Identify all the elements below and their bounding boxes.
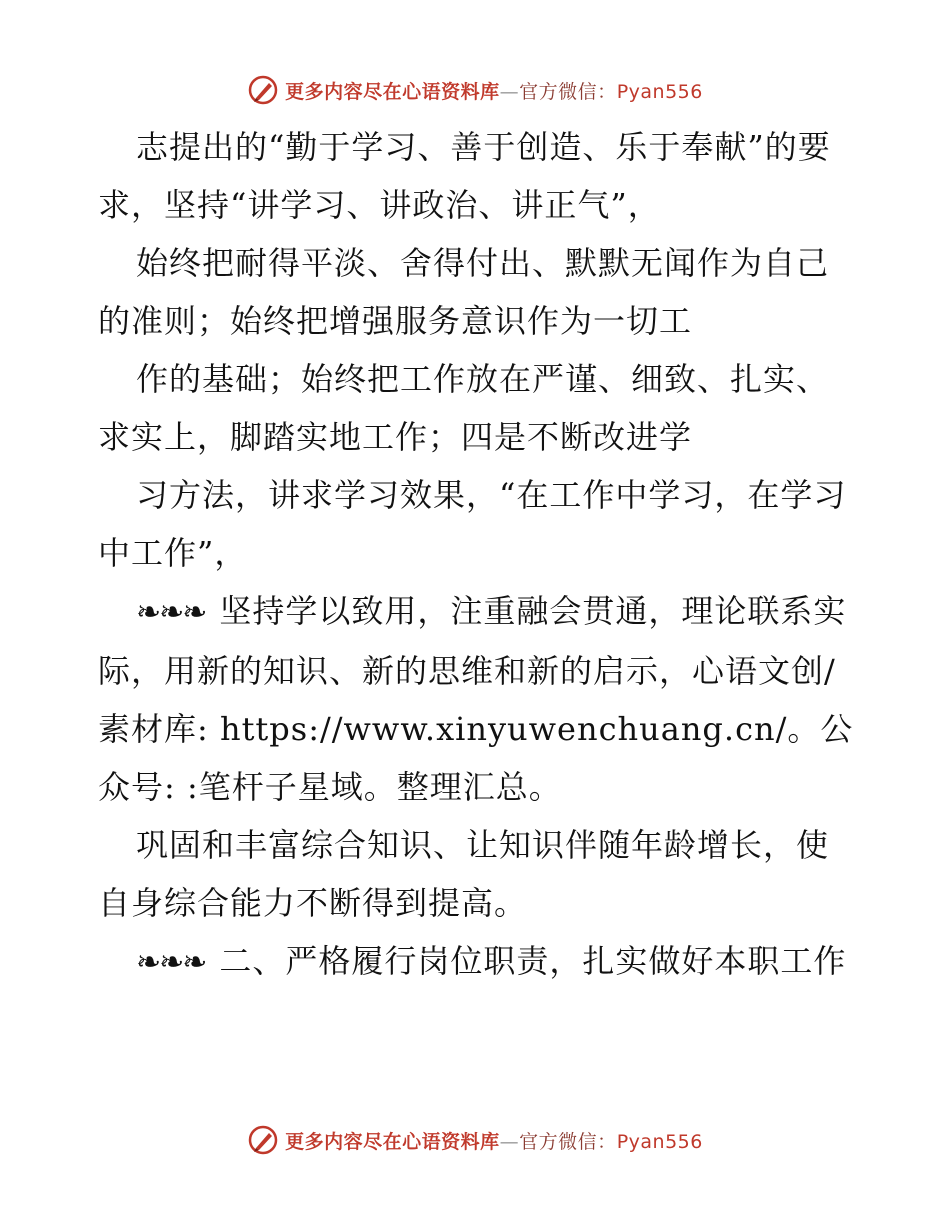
header-wechat-account: Pyan556 [616,80,703,103]
header-banner [0,70,950,110]
paragraph-4 [98,466,858,582]
footer-banner [0,1120,950,1160]
paragraph-2 [98,234,858,350]
footer-banner-text [285,1127,703,1154]
paragraph-7 [98,932,858,992]
document-body [98,118,858,992]
paragraph-6 [98,816,858,932]
floral-ornament-icon: ❧❧❧ [136,595,206,630]
footer-wechat-account: Pyan556 [616,1130,703,1153]
footer-site-name: 更多内容尽在心语资料库 [285,1130,500,1153]
footer-separator: — [499,1130,520,1153]
paragraph-1-text: 志提出的“勤于学习、善于创造、乐于奉献”的要求，坚持“讲学习、讲政治、讲正气”， [98,128,831,224]
quill-logo-icon [247,74,279,106]
paragraph-3 [98,350,858,466]
header-wechat-label: 官方微信： [519,80,617,103]
paragraph-2-text: 始终把耐得平淡、舍得付出、默默无闻作为自己的准则；始终把增强服务意识作为一切工 [98,244,830,340]
paragraph-4-text: 习方法，讲求学习效果，“在工作中学习，在学习中工作”， [98,476,847,572]
paragraph-1 [98,118,858,234]
header-site-name: 更多内容尽在心语资料库 [285,80,500,103]
paragraph-3-text: 作的基础；始终把工作放在严谨、细致、扎实、求实上，脚踏实地工作；四是不断改进学 [98,360,830,456]
footer-wechat-label: 官方微信： [519,1130,617,1153]
paragraph-6-text: 巩固和丰富综合知识、让知识伴随年龄增长，使自身综合能力不断得到提高。 [98,826,830,922]
floral-ornament-icon: ❧❧❧ [136,945,206,980]
header-separator: — [499,80,520,103]
paragraph-5-text: 坚持学以致用，注重融会贯通，理论联系实际，用新的知识、新的思维和新的启示，心语文创/素材库: https://www.xinyuwenchuang.cn/。公众号: :笔杆子星域。整理汇总。 [98,592,854,806]
section-heading-text: 二、严格履行岗位职责，扎实做好本职工作 [219,942,847,980]
header-banner-text [285,77,703,104]
paragraph-5 [98,582,858,816]
quill-logo-icon [247,1124,279,1156]
